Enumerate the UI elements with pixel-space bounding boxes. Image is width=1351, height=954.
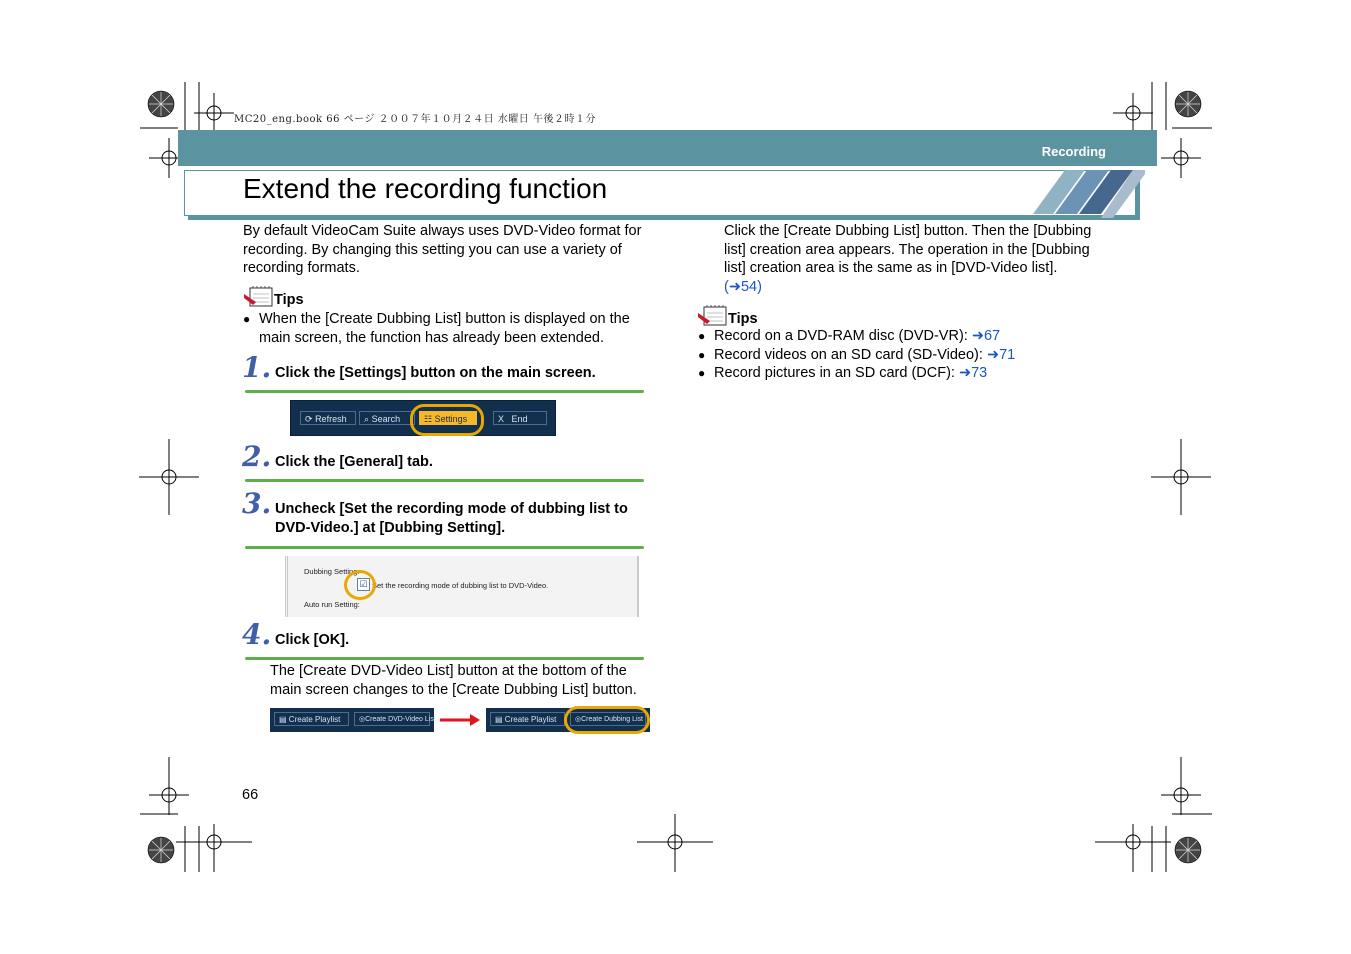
divider — [245, 390, 644, 393]
refresh-icon: ⟳ — [305, 414, 313, 424]
end-button[interactable] — [493, 411, 547, 425]
intro-paragraph: By default VideoCam Suite always uses DVD-Video format for recording. By changing this setting you can use a variety of recording formats. — [243, 223, 642, 276]
disc-icon: ◎ — [575, 716, 582, 723]
tips-list — [243, 310, 655, 347]
search-icon: ⌕ — [364, 414, 370, 424]
disc-icon: ◎ — [359, 716, 366, 723]
divider — [245, 546, 644, 549]
section-label: Recording — [1041, 144, 1106, 159]
step4-description: The [Create DVD-Video List] button at the bottom of the main screen changes to the [Create Dubbing List] button. — [270, 663, 637, 698]
list-item: ● When the [Create Dubbing List] button is displayed on the main screen, the function has already been extended. — [243, 310, 655, 347]
page-67-link[interactable]: ➜67 — [971, 328, 1001, 344]
list-item — [698, 327, 1118, 346]
page-title: Extend the recording function — [243, 173, 608, 204]
create-playlist-button[interactable] — [490, 712, 565, 726]
close-icon: X — [498, 414, 505, 424]
page-71-link[interactable]: ➜71 — [986, 346, 1016, 363]
list-item — [698, 364, 1118, 383]
search-button[interactable] — [359, 411, 415, 425]
title-stripes — [1025, 170, 1145, 218]
divider — [245, 479, 644, 482]
step-text: Click [OK]. — [275, 632, 350, 648]
dialog-screenshot — [285, 556, 639, 617]
right-paragraph — [724, 222, 1109, 296]
list-item-text: Record pictures in an SD card (DCF): — [714, 365, 959, 381]
page-73-link[interactable]: ➜73 — [958, 365, 988, 381]
create-playlist-label: Create Playlist — [288, 715, 341, 724]
list-item — [698, 346, 1118, 365]
settings-highlight — [410, 404, 484, 436]
list-item-text: Record on a DVD-RAM disc (DVD-VR): — [714, 328, 972, 344]
checkbox-check: ☑ — [359, 579, 368, 589]
checkbox-highlight — [344, 570, 376, 600]
step-number: 1. — [242, 351, 272, 384]
create-playlist-button[interactable] — [274, 712, 349, 726]
notepad-icon — [244, 286, 274, 308]
section-banner — [178, 130, 1157, 166]
create-dubbing-list-label: Create Dubbing List — [581, 716, 643, 723]
autorun-setting-label: Auto run Setting: — [304, 600, 360, 609]
dubbing-option-label: Set the recording mode of dubbing list to DVD-Video. — [372, 581, 549, 590]
refresh-button[interactable] — [300, 411, 356, 425]
create-playlist-label: Create Playlist — [504, 715, 557, 724]
playlist-icon: ▤ — [279, 715, 287, 724]
page-number: 66 — [242, 787, 259, 803]
tips-label: Tips — [274, 292, 304, 308]
page-54-link[interactable]: (➜54) — [724, 278, 762, 295]
dubbing-setting-label: Dubbing Setting: — [304, 567, 360, 576]
print-header: MC20_eng.book 66 ページ ２００７年１０月２４日 水曜日 午後２時１分 — [234, 114, 596, 125]
tips-list — [698, 327, 1118, 383]
right-paragraph-text: Click the [Create Dubbing List] button. Then the [Dubbing list] creation area appears. The operation in the [Dubbing list] creation area is the same as in [DVD-Video list]. — [724, 223, 1092, 276]
step-text: Click the [General] tab. — [275, 454, 433, 470]
settings-icon: ☷ — [424, 414, 433, 424]
step-text: Click the [Settings] button on the main screen. — [275, 365, 596, 381]
divider — [245, 657, 644, 660]
playlist-icon: ▤ — [495, 715, 503, 724]
refresh-label: Refresh — [315, 414, 347, 424]
create-dvd-video-list-button[interactable] — [354, 712, 436, 726]
step-number: 3. — [242, 487, 272, 520]
step-number: 4. — [242, 618, 272, 651]
step-number: 2. — [242, 440, 272, 473]
arrow-right-icon — [438, 712, 482, 728]
notepad-icon — [698, 305, 728, 327]
create-dvd-list-label: Create DVD-Video List — [365, 716, 436, 723]
dubbing-button-highlight — [564, 706, 650, 734]
step-text: Uncheck [Set the recording mode of dubbing list to DVD-Video.] at [Dubbing Setting]. — [275, 501, 628, 536]
before-buttons-screenshot — [270, 708, 434, 732]
list-item-text: Record videos on an SD card (SD-Video): — [714, 346, 987, 363]
settings-label: Settings — [434, 414, 468, 424]
search-label: Search — [371, 414, 401, 424]
tips-heading — [244, 286, 304, 308]
end-label: End — [511, 414, 528, 424]
tips-heading — [698, 305, 758, 327]
tips-label: Tips — [728, 311, 758, 327]
